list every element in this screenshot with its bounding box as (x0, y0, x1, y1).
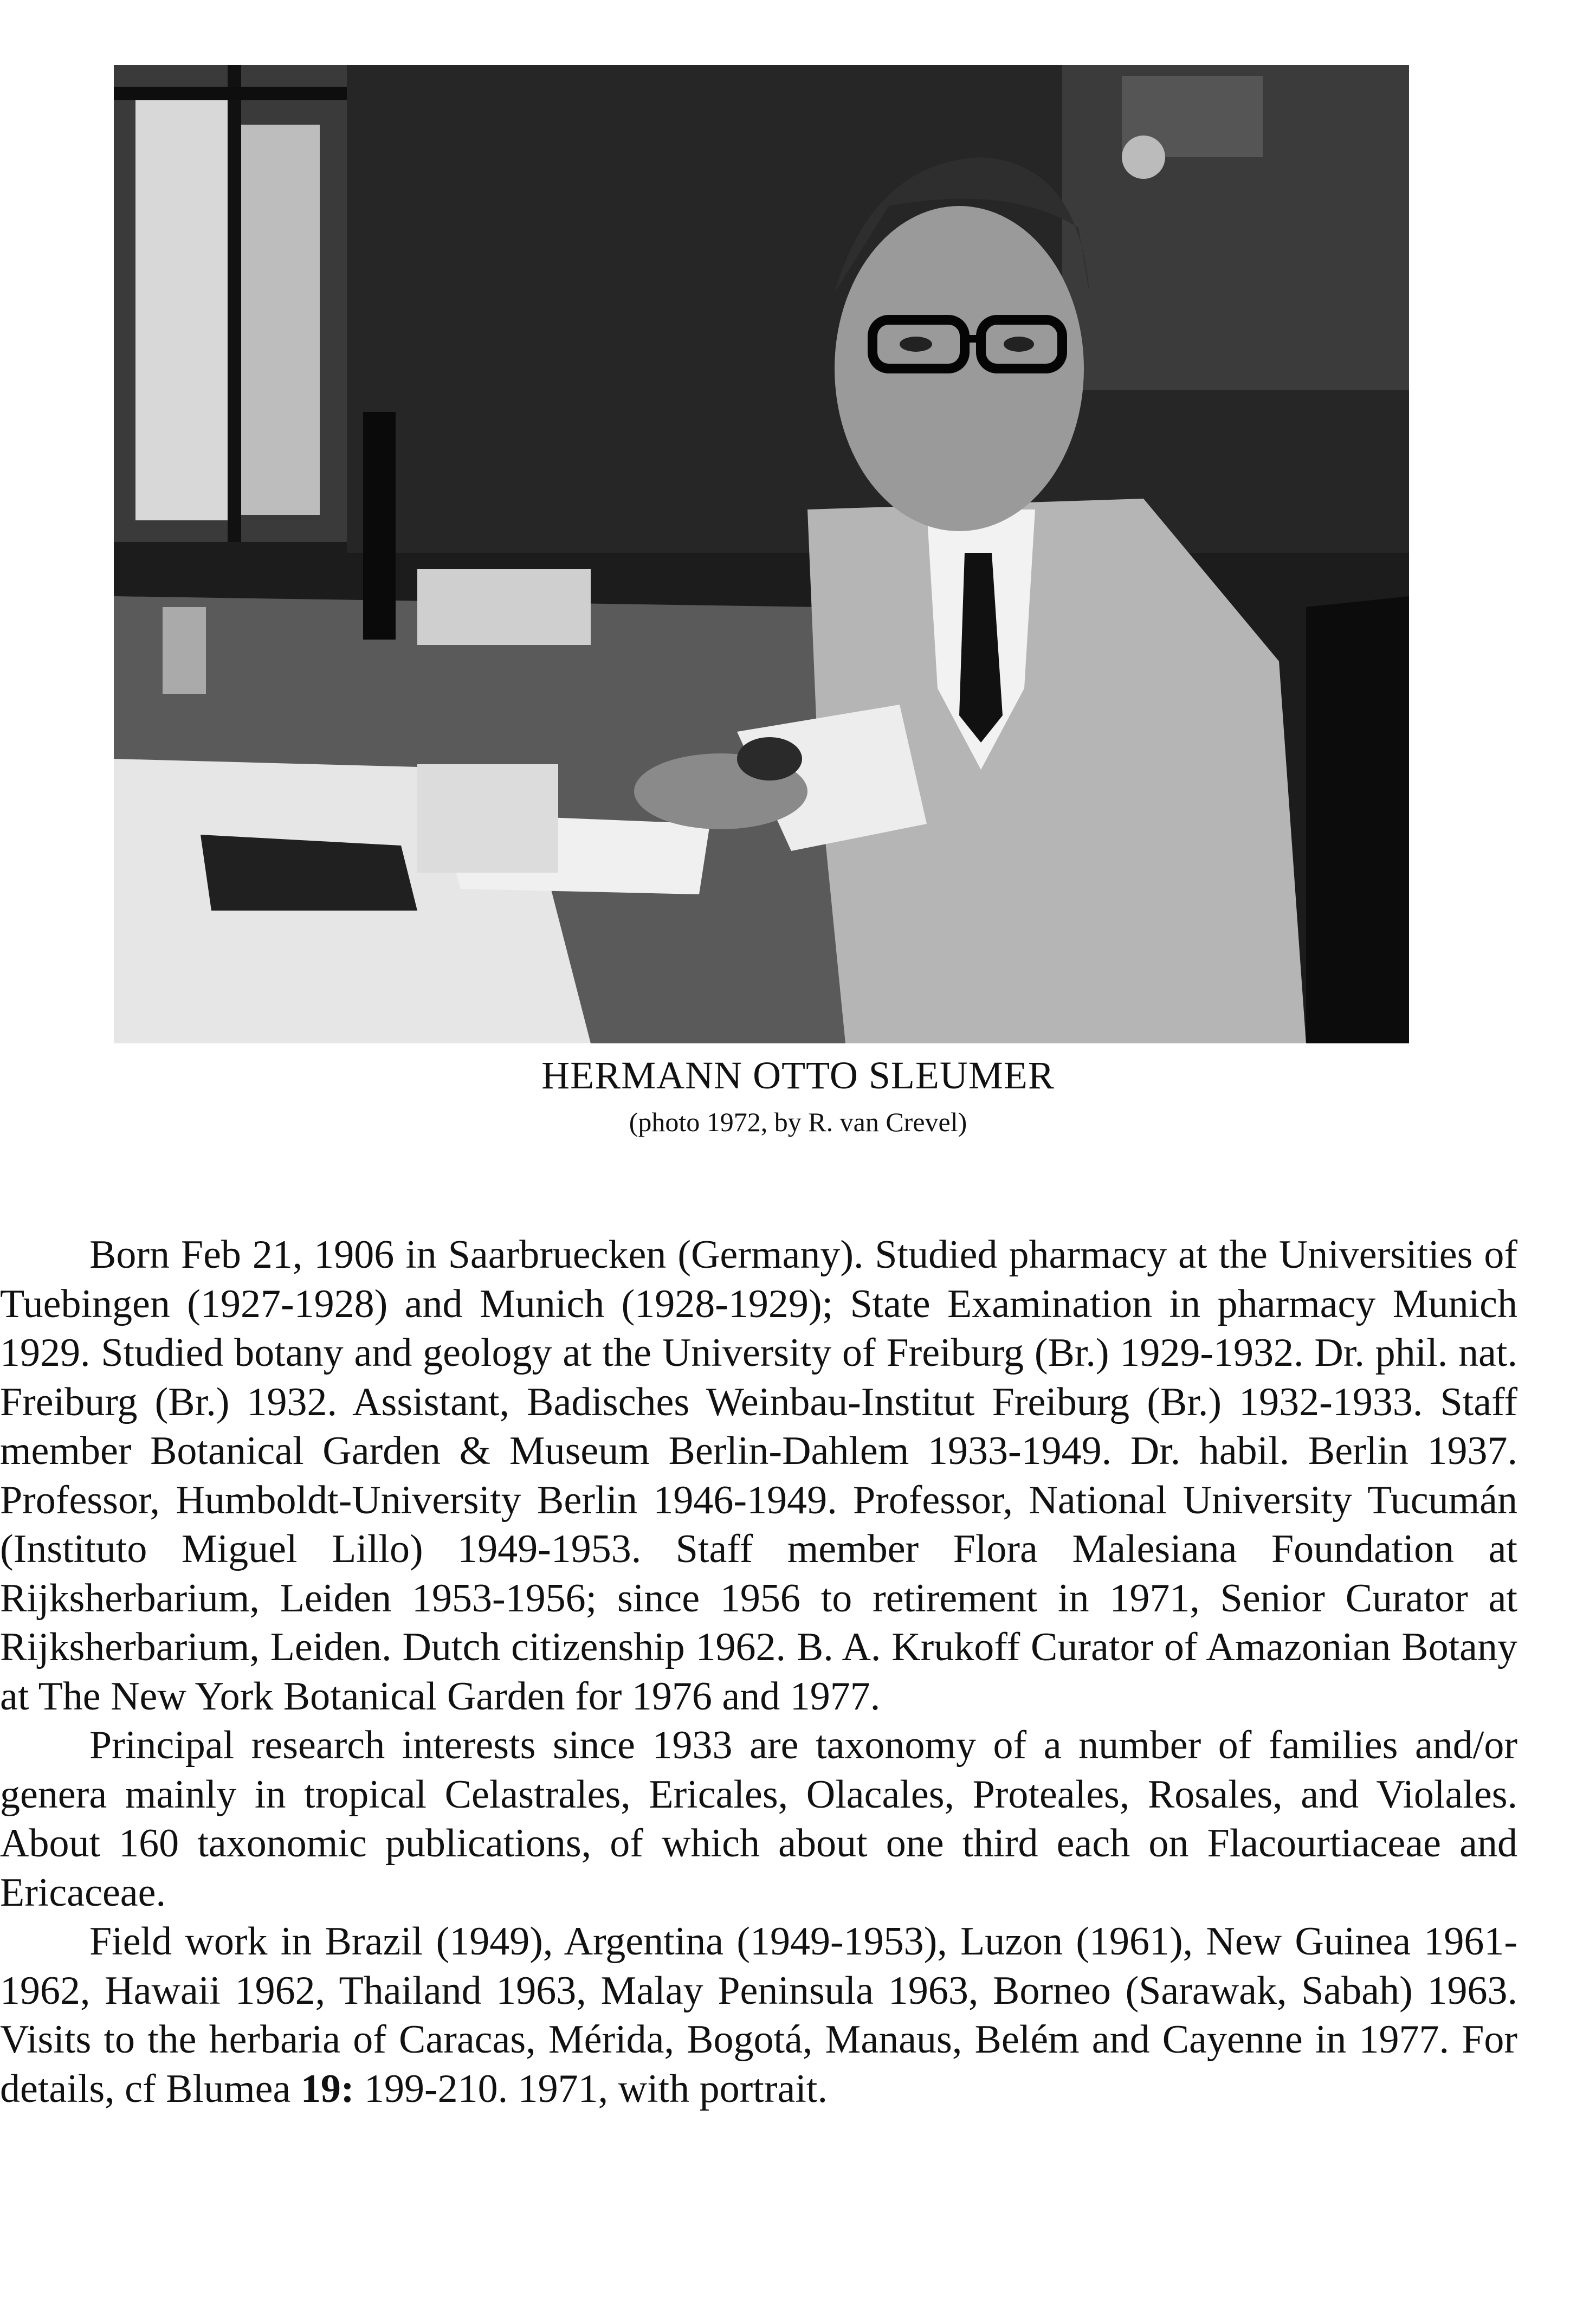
caption-photo-credit: (photo 1972, by R. van Crevel) (629, 1107, 967, 1137)
biography-paragraph-fieldwork (0, 1917, 1517, 2113)
fieldwork-text: Field work in Brazil (1949), Argentina (1949-1953), Luzon (1961), New Guinea 1961-1962, Hawaii 1962, Thailand 1963, Malay Peninsula 1963, Borneo (Sarawak, Sabah) 1963. Visits to the herbaria of Caracas, Mérida, Bogotá, Manaus, Belém and Cayenne in 1977. For details, cf Blumea (0, 1919, 1517, 2111)
caption-name: HERMANN OTTO SLEUMER (541, 1054, 1055, 1097)
biography-paragraph-research: Principal research interests since 1933 are taxonomy of a number of families and/or genera mainly in tropical Celastrales, Ericales, Olacales, Proteales, Rosales, and Violales. About 160 taxonomic publications, of which about one third each on Flacourtiaceae and Ericaceae. (0, 1723, 1517, 1915)
biography-paragraph-career: Born Feb 21, 1906 in Saarbruecken (Germany). Studied pharmacy at the Universities of Tuebingen (1927-1928) and Munich (1928-1929); State Examination in pharmacy Munich 1929. Studied botany and geology at the University of Freiburg (Br.) 1929-1932. Dr. phil. nat. Freiburg (Br.) 1932. Assistant, Badisches Weinbau-Institut Freiburg (Br.) 1932-1933. Staff member Botanical Garden & Museum Berlin-Dahlem 1933-1949. Dr. habil. Berlin 1937. Professor, Humboldt-University Berlin 1946-1949. Professor, National University Tucumán (Instituto Miguel Lillo) 1949-1953. Staff member Flora Malesiana Foundation at Rijksherbarium, Leiden 1953-1956; since 1956 to retirement in 1971, Senior Curator at Rijksherbarium, Leiden. Dutch citizenship 1962. B. A. Krukoff Curator of Amazonian Botany at The New York Botanical Garden for 1976 and 1977. (0, 1233, 1517, 1719)
portrait-photo (114, 65, 1409, 1043)
fieldwork-reference: 199-210. 1971, with portrait. (364, 2066, 828, 2111)
biography (0, 1230, 1517, 2113)
blumea-volume: 19: (300, 2066, 354, 2111)
